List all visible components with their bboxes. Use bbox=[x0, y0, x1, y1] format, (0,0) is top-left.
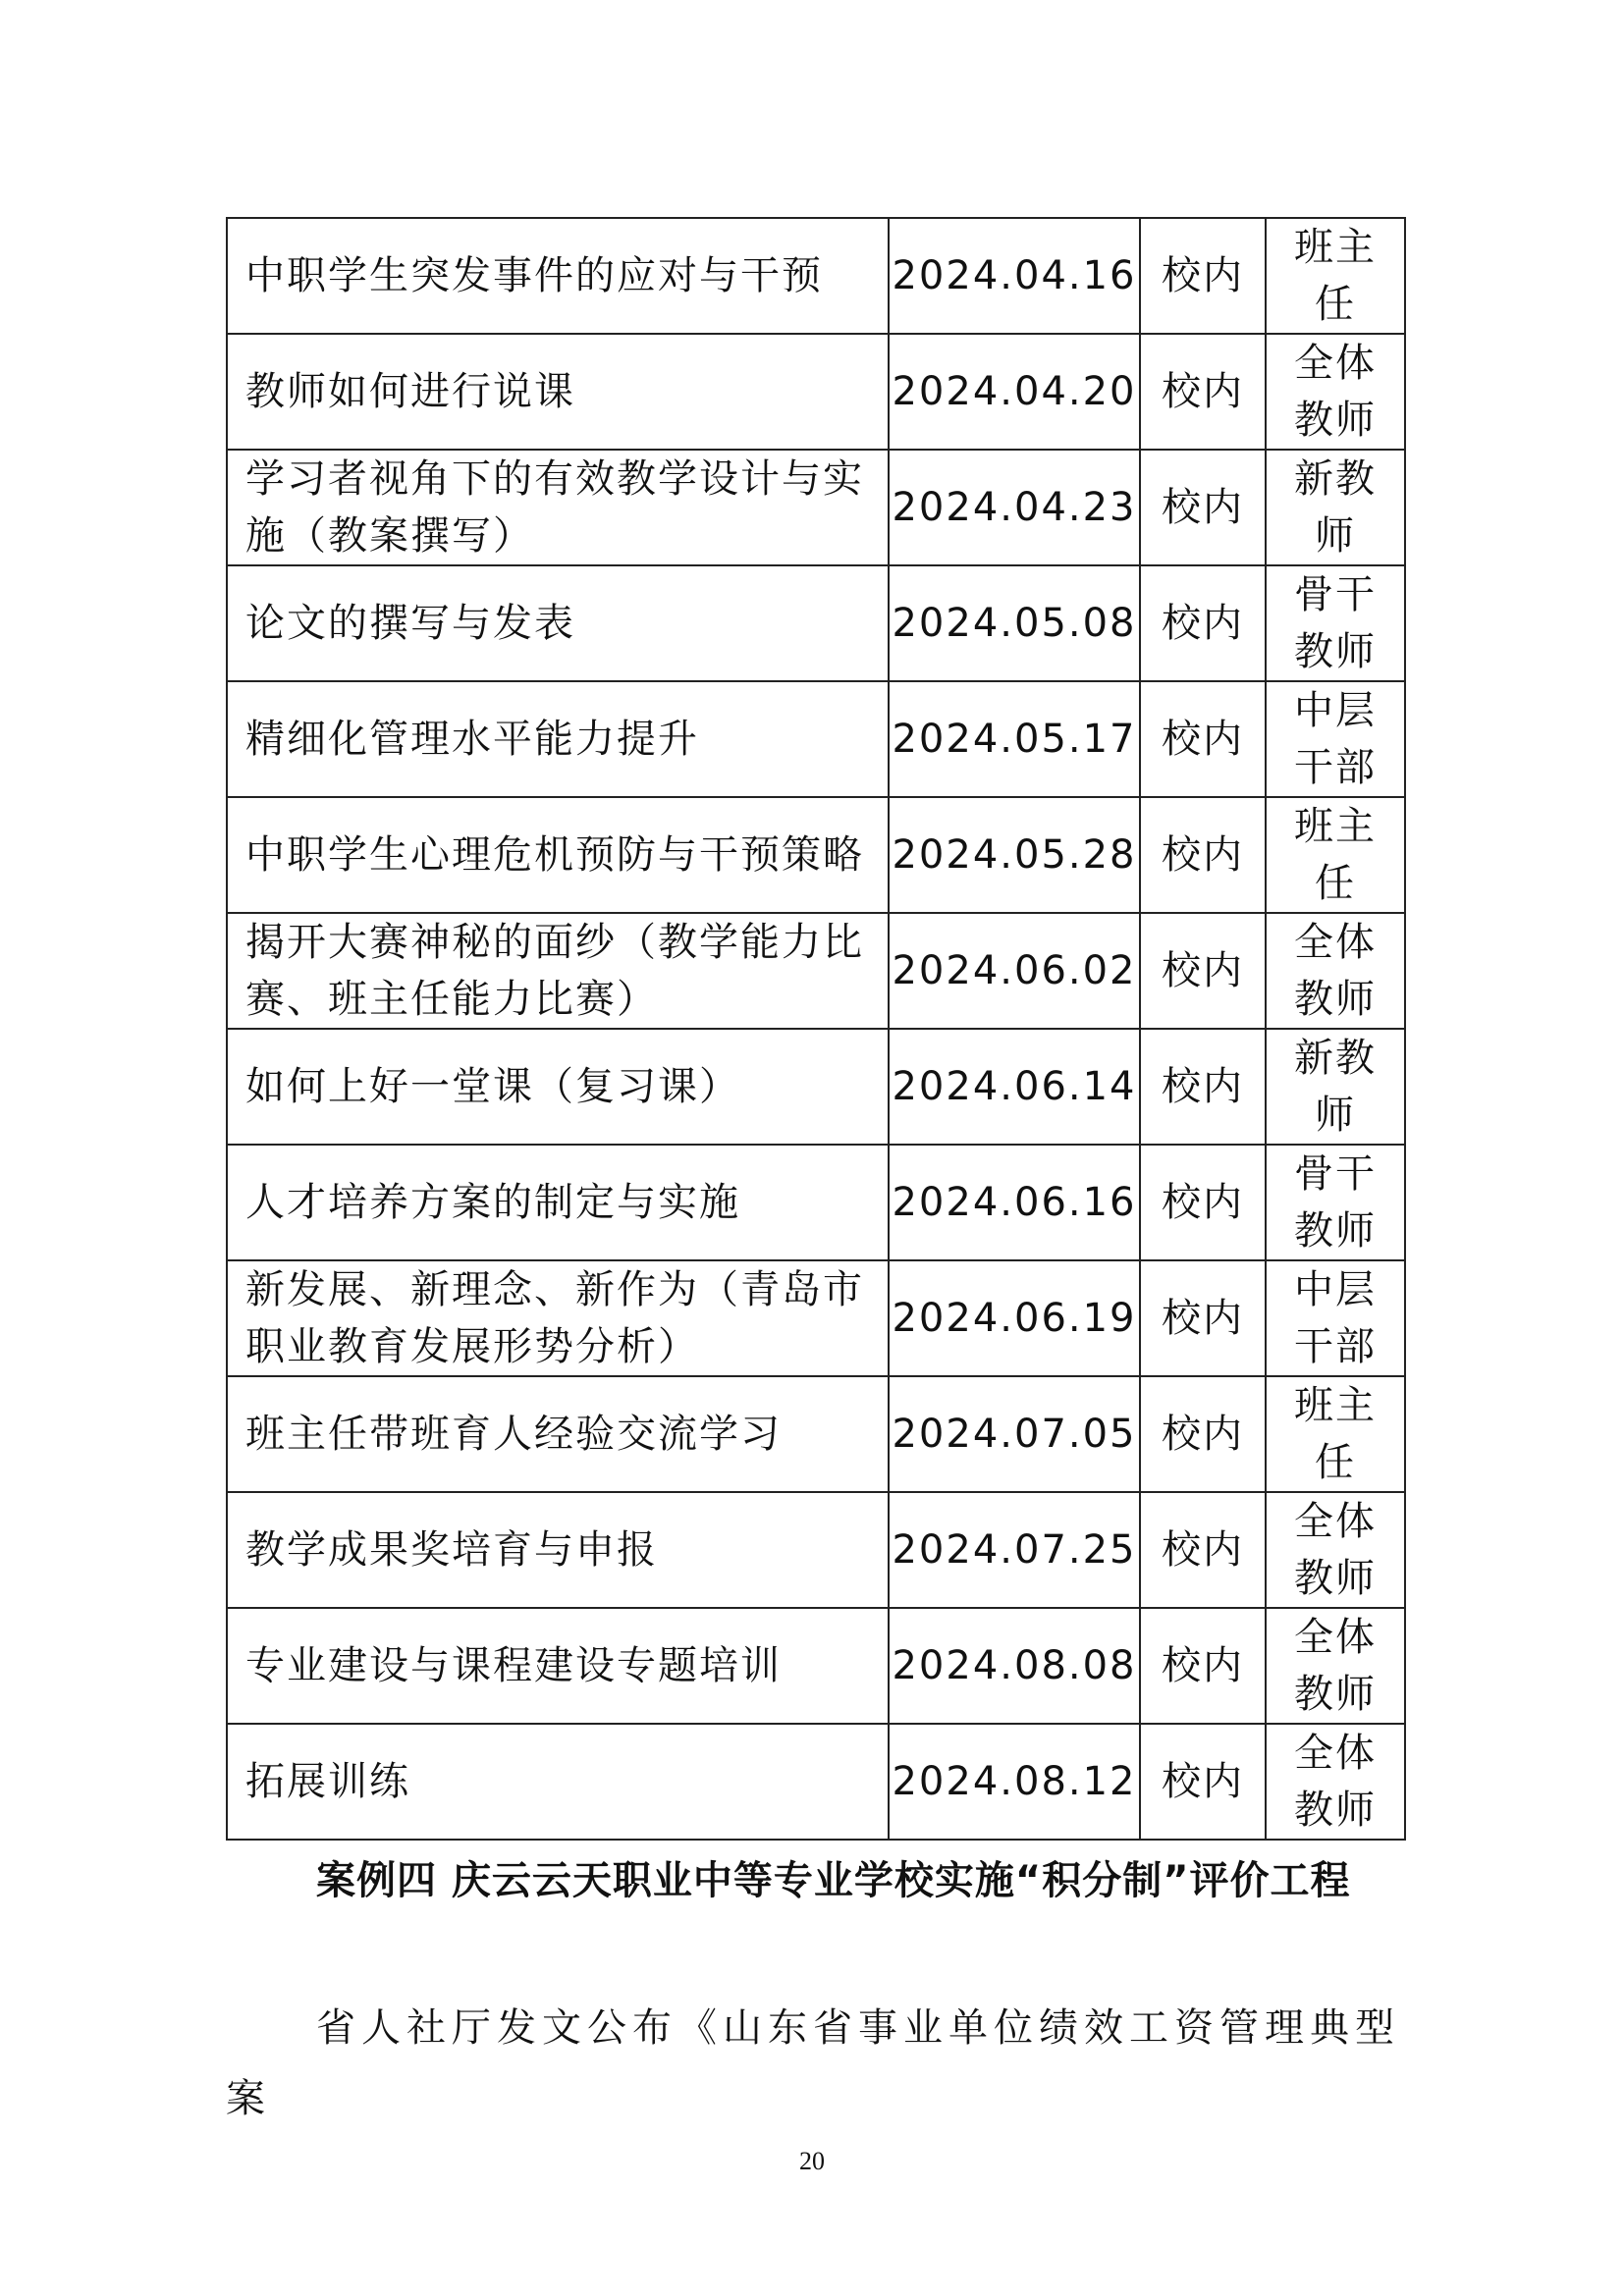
training-date-cell: 2024.04.23 bbox=[889, 450, 1140, 565]
audience-line: 全体 bbox=[1294, 341, 1377, 386]
training-date-cell: 2024.04.20 bbox=[889, 334, 1140, 450]
training-audience-cell bbox=[1266, 681, 1405, 797]
audience-line: 教师 bbox=[1294, 1672, 1377, 1717]
audience-line: 教师 bbox=[1294, 1788, 1377, 1833]
audience-line: 骨干 bbox=[1294, 572, 1377, 617]
table-row bbox=[227, 1145, 1405, 1260]
audience-line: 新教 bbox=[1294, 456, 1377, 502]
training-topic-cell: 班主任带班育人经验交流学习 bbox=[227, 1376, 889, 1492]
training-date-cell: 2024.08.12 bbox=[889, 1724, 1140, 1840]
training-date-cell: 2024.04.16 bbox=[889, 218, 1140, 334]
training-audience-cell bbox=[1266, 797, 1405, 913]
training-place-cell: 校内 bbox=[1140, 1145, 1266, 1260]
table-row bbox=[227, 1608, 1405, 1724]
table-row bbox=[227, 565, 1405, 681]
audience-line: 班主 bbox=[1294, 225, 1377, 270]
audience-line: 班主 bbox=[1294, 804, 1377, 849]
training-topic-cell: 中职学生突发事件的应对与干预 bbox=[227, 218, 889, 334]
training-audience-cell bbox=[1266, 450, 1405, 565]
table-row bbox=[227, 913, 1405, 1029]
training-date-cell: 2024.07.05 bbox=[889, 1376, 1140, 1492]
audience-line: 教师 bbox=[1294, 1208, 1377, 1254]
audience-line: 教师 bbox=[1294, 629, 1377, 674]
table-row bbox=[227, 1376, 1405, 1492]
training-topic-cell: 精细化管理水平能力提升 bbox=[227, 681, 889, 797]
audience-line: 全体 bbox=[1294, 1499, 1377, 1544]
training-place-cell: 校内 bbox=[1140, 1029, 1266, 1145]
training-date-cell: 2024.05.28 bbox=[889, 797, 1140, 913]
training-date-cell: 2024.06.19 bbox=[889, 1260, 1140, 1376]
audience-line: 新教 bbox=[1294, 1036, 1377, 1081]
audience-line: 骨干 bbox=[1294, 1151, 1377, 1197]
audience-line: 师 bbox=[1315, 1093, 1356, 1138]
training-date-cell: 2024.05.17 bbox=[889, 681, 1140, 797]
training-date-cell: 2024.06.14 bbox=[889, 1029, 1140, 1145]
training-date-cell: 2024.06.16 bbox=[889, 1145, 1140, 1260]
training-topic-cell: 中职学生心理危机预防与干预策略 bbox=[227, 797, 889, 913]
training-audience-cell bbox=[1266, 1724, 1405, 1840]
training-date-cell: 2024.05.08 bbox=[889, 565, 1140, 681]
training-audience-cell bbox=[1266, 565, 1405, 681]
audience-line: 中层 bbox=[1294, 688, 1377, 733]
table-row bbox=[227, 450, 1405, 565]
table-row bbox=[227, 334, 1405, 450]
training-schedule-table bbox=[226, 217, 1406, 1841]
training-place-cell: 校内 bbox=[1140, 218, 1266, 334]
audience-line: 中层 bbox=[1294, 1267, 1377, 1312]
training-audience-cell bbox=[1266, 1492, 1405, 1608]
training-topic-cell: 如何上好一堂课（复习课） bbox=[227, 1029, 889, 1145]
training-place-cell: 校内 bbox=[1140, 1608, 1266, 1724]
training-topic-cell: 拓展训练 bbox=[227, 1724, 889, 1840]
table-row bbox=[227, 1029, 1405, 1145]
training-date-cell: 2024.07.25 bbox=[889, 1492, 1140, 1608]
audience-line: 全体 bbox=[1294, 1615, 1377, 1660]
body-paragraph: 省人社厅发文公布《山东省事业单位绩效工资管理典型案 bbox=[226, 2005, 1400, 2121]
audience-line: 班主 bbox=[1294, 1383, 1377, 1428]
training-audience-cell bbox=[1266, 1029, 1405, 1145]
table-row bbox=[227, 1724, 1405, 1840]
training-date-cell: 2024.06.02 bbox=[889, 913, 1140, 1029]
audience-line: 教师 bbox=[1294, 398, 1377, 443]
audience-line: 全体 bbox=[1294, 920, 1377, 965]
training-place-cell: 校内 bbox=[1140, 565, 1266, 681]
audience-line: 全体 bbox=[1294, 1731, 1377, 1776]
audience-line: 教师 bbox=[1294, 1556, 1377, 1601]
training-place-cell: 校内 bbox=[1140, 1260, 1266, 1376]
training-date-cell: 2024.08.08 bbox=[889, 1608, 1140, 1724]
training-topic-cell: 揭开大赛神秘的面纱（教学能力比赛、班主任能力比赛） bbox=[227, 913, 889, 1029]
table-row bbox=[227, 681, 1405, 797]
audience-line: 任 bbox=[1315, 861, 1356, 906]
training-place-cell: 校内 bbox=[1140, 334, 1266, 450]
training-topic-cell: 教学成果奖培育与申报 bbox=[227, 1492, 889, 1608]
audience-line: 干部 bbox=[1294, 1324, 1377, 1369]
page-number: 20 bbox=[799, 2147, 825, 2175]
training-topic-cell: 论文的撰写与发表 bbox=[227, 565, 889, 681]
training-place-cell: 校内 bbox=[1140, 681, 1266, 797]
training-audience-cell bbox=[1266, 218, 1405, 334]
training-audience-cell bbox=[1266, 913, 1405, 1029]
audience-line: 任 bbox=[1315, 1440, 1356, 1485]
training-topic-cell: 专业建设与课程建设专题培训 bbox=[227, 1608, 889, 1724]
audience-line: 干部 bbox=[1294, 745, 1377, 790]
audience-line: 任 bbox=[1315, 282, 1356, 327]
table-body bbox=[227, 218, 1405, 1840]
training-place-cell: 校内 bbox=[1140, 1724, 1266, 1840]
audience-line: 师 bbox=[1315, 513, 1356, 559]
training-place-cell: 校内 bbox=[1140, 797, 1266, 913]
training-place-cell: 校内 bbox=[1140, 1492, 1266, 1608]
case-heading: 案例四 庆云云天职业中等专业学校实施“积分制”评价工程 bbox=[316, 1858, 1351, 1903]
training-topic-cell: 学习者视角下的有效教学设计与实施（教案撰写） bbox=[227, 450, 889, 565]
training-place-cell: 校内 bbox=[1140, 1376, 1266, 1492]
training-topic-cell: 教师如何进行说课 bbox=[227, 334, 889, 450]
table-row bbox=[227, 218, 1405, 334]
audience-line: 教师 bbox=[1294, 977, 1377, 1022]
training-place-cell: 校内 bbox=[1140, 450, 1266, 565]
training-audience-cell bbox=[1266, 1260, 1405, 1376]
training-place-cell: 校内 bbox=[1140, 913, 1266, 1029]
training-topic-cell: 新发展、新理念、新作为（青岛市职业教育发展形势分析） bbox=[227, 1260, 889, 1376]
training-audience-cell bbox=[1266, 1145, 1405, 1260]
table-row bbox=[227, 1260, 1405, 1376]
training-topic-cell: 人才培养方案的制定与实施 bbox=[227, 1145, 889, 1260]
training-audience-cell bbox=[1266, 334, 1405, 450]
table-row bbox=[227, 1492, 1405, 1608]
training-audience-cell bbox=[1266, 1376, 1405, 1492]
table-row bbox=[227, 797, 1405, 913]
training-audience-cell bbox=[1266, 1608, 1405, 1724]
